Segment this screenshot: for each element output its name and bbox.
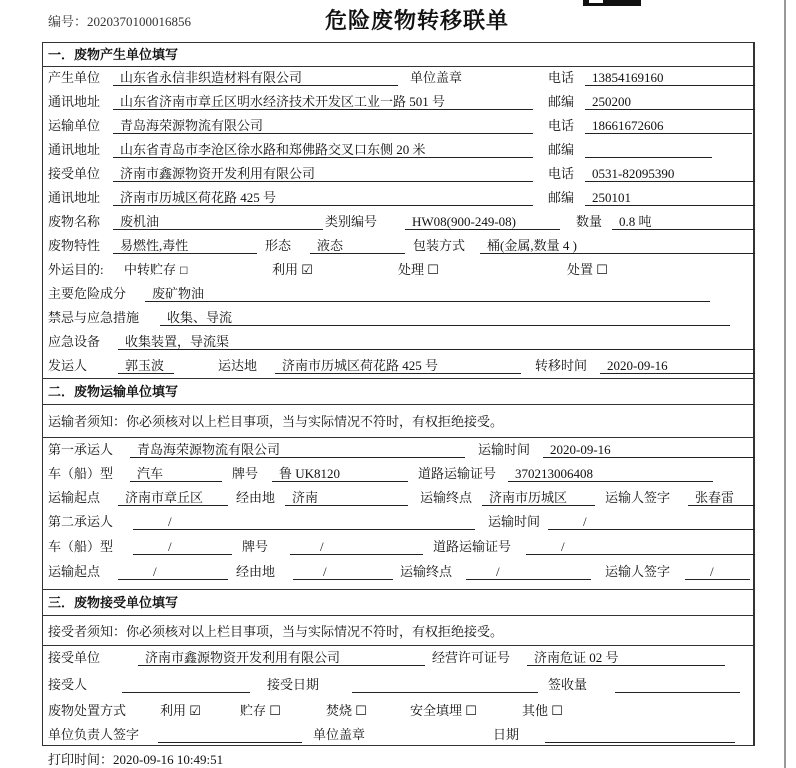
first-permit-field[interactable]: 370213006408 bbox=[508, 466, 713, 482]
receiving-unit-label: 接受单位 bbox=[48, 650, 101, 665]
checkbox-unchecked[interactable]: ☐ bbox=[551, 703, 563, 718]
property-label: 废物特性 bbox=[48, 238, 101, 253]
print-time bbox=[48, 752, 223, 768]
checkbox-unchecked[interactable]: ☐ bbox=[596, 262, 608, 277]
equipment-field[interactable]: 收集装置，导流渠 bbox=[118, 334, 755, 350]
zip-label: 邮编 bbox=[548, 94, 575, 109]
carrier-zip-field[interactable] bbox=[585, 142, 712, 158]
first-start-field[interactable]: 济南市章丘区 bbox=[118, 490, 228, 506]
first-via-field[interactable]: 济南 bbox=[285, 490, 408, 506]
purpose-utilize[interactable] bbox=[272, 262, 313, 278]
address-label: 通讯地址 bbox=[48, 142, 101, 157]
destination-label: 运达地 bbox=[218, 358, 258, 373]
first-carrier-field[interactable]: 青岛海荣源物流有限公司 bbox=[130, 442, 465, 458]
start-label: 运输起点 bbox=[48, 564, 101, 579]
end-label: 运输终点 bbox=[400, 564, 453, 579]
checkbox-unchecked[interactable]: ☐ bbox=[179, 266, 189, 277]
receiver-address-field[interactable]: 济南市历城区荷花路 425 号 bbox=[113, 190, 533, 206]
serial-label: 编号： bbox=[48, 14, 88, 29]
method-store[interactable] bbox=[240, 703, 281, 719]
property-field[interactable]: 易燃性,毒性 bbox=[113, 238, 257, 254]
second-plate-field[interactable]: / bbox=[290, 539, 423, 555]
receiver-label: 接受单位 bbox=[48, 166, 101, 181]
carrier-field[interactable]: 青岛海荣源物流有限公司 bbox=[113, 118, 533, 134]
first-transport-time-field[interactable]: 2020-09-16 bbox=[543, 442, 755, 458]
producer-phone-field[interactable]: 13854169160 bbox=[585, 70, 755, 86]
form-field[interactable]: 液态 bbox=[310, 238, 405, 254]
section-1-title: 一．废物产生单位填写 bbox=[48, 47, 179, 62]
second-vehicle-field[interactable]: / bbox=[133, 539, 232, 555]
divider bbox=[42, 615, 755, 616]
first-vehicle-field[interactable]: 汽车 bbox=[130, 466, 222, 482]
permit-label: 道路运输证号 bbox=[433, 539, 512, 554]
purpose-dispose[interactable] bbox=[567, 262, 608, 278]
first-carrier-label: 第一承运人 bbox=[48, 442, 114, 457]
purpose-label: 外运目的: bbox=[48, 262, 104, 277]
method-label-text: 其他 bbox=[522, 703, 549, 718]
page-title: 危险废物转移联单 bbox=[325, 9, 510, 34]
method-label: 废物处置方式 bbox=[48, 703, 127, 718]
second-start-field[interactable]: / bbox=[118, 564, 228, 580]
method-label-text: 安全填埋 bbox=[410, 703, 463, 718]
license-field[interactable]: 济南危证 02 号 bbox=[527, 650, 725, 666]
permit-label: 道路运输证号 bbox=[418, 466, 497, 481]
via-label: 经由地 bbox=[236, 490, 276, 505]
receiver-person-field[interactable] bbox=[122, 677, 250, 693]
plate-label: 牌号 bbox=[232, 466, 259, 481]
pack-field[interactable]: 桶(金属,数量 4 ) bbox=[480, 238, 755, 254]
unit-seal-label: 单位盖章 bbox=[313, 727, 366, 742]
receiver-phone-field[interactable]: 0531-82095390 bbox=[585, 166, 755, 182]
end-label: 运输终点 bbox=[420, 490, 473, 505]
method-label-text: 利用 bbox=[160, 703, 187, 718]
method-label-text: 贮存 bbox=[240, 703, 267, 718]
phone-label: 电话 bbox=[548, 166, 575, 181]
license-label: 经营许可证号 bbox=[432, 650, 511, 665]
receive-date-label: 接受日期 bbox=[267, 677, 320, 692]
receiver-notice: 接受者须知：你必须核对以上栏目事项，当与实际情况不符时，有权拒绝接受。 bbox=[48, 624, 504, 639]
head-signature-field[interactable] bbox=[158, 727, 302, 743]
second-transport-time-field[interactable]: / bbox=[548, 514, 755, 530]
signature-label: 运输人签字 bbox=[605, 564, 671, 579]
checkbox-unchecked[interactable]: ☐ bbox=[355, 703, 367, 718]
carrier-phone-field[interactable]: 18661672606 bbox=[585, 118, 752, 134]
date-label: 日期 bbox=[493, 727, 520, 742]
first-signature-field[interactable]: 张春雷 bbox=[688, 490, 755, 506]
section-3-title: 三．废物接受单位填写 bbox=[48, 595, 179, 610]
method-other[interactable] bbox=[522, 703, 563, 719]
method-label-text: 焚烧 bbox=[326, 703, 353, 718]
taboo-label: 禁忌与应急措施 bbox=[48, 310, 140, 325]
category-field[interactable]: HW08(900-249-08) bbox=[405, 214, 560, 230]
via-label: 经由地 bbox=[236, 564, 276, 579]
amount-label: 签收量 bbox=[548, 677, 588, 692]
purpose-treat[interactable] bbox=[398, 262, 439, 278]
plate-label: 牌号 bbox=[242, 539, 269, 554]
second-via-field[interactable]: / bbox=[293, 564, 393, 580]
purpose-label-text: 中转贮存 bbox=[124, 262, 177, 277]
form-label: 形态 bbox=[265, 238, 292, 253]
divider bbox=[42, 66, 755, 67]
shipper-field[interactable]: 郭玉波 bbox=[118, 358, 174, 374]
amount-field[interactable] bbox=[615, 677, 740, 693]
vehicle-label: 车（船）型 bbox=[48, 539, 114, 554]
checkbox-unchecked[interactable]: ☐ bbox=[465, 703, 477, 718]
purpose-transfer-storage[interactable] bbox=[124, 262, 188, 280]
print-time-value: 2020-09-16 10:49:51 bbox=[113, 752, 224, 767]
receiving-unit-field[interactable]: 济南市鑫源物资开发利用有限公司 bbox=[138, 650, 425, 666]
equipment-label: 应急设备 bbox=[48, 334, 101, 349]
checkbox-unchecked[interactable]: ☐ bbox=[269, 703, 281, 718]
transport-time-label: 运输时间 bbox=[488, 514, 541, 529]
producer-zip-field[interactable]: 250200 bbox=[585, 94, 755, 110]
vehicle-label: 车（船）型 bbox=[48, 466, 114, 481]
divider bbox=[42, 378, 755, 379]
producer-field[interactable]: 山东省永信非织造材料有限公司 bbox=[113, 70, 398, 86]
waste-name-field[interactable]: 废机油 bbox=[113, 214, 323, 230]
serial-value: 2020370100016856 bbox=[87, 14, 192, 29]
pack-label: 包装方式 bbox=[413, 238, 466, 253]
transport-time-label: 运输时间 bbox=[478, 442, 531, 457]
first-plate-field[interactable]: 鲁 UK8120 bbox=[272, 466, 408, 482]
seal-label: 单位盖章 bbox=[410, 70, 463, 85]
method-utilize[interactable] bbox=[160, 703, 201, 719]
quantity-label: 数量 bbox=[576, 214, 603, 229]
qr-code-fragment bbox=[583, 0, 641, 6]
second-permit-field[interactable]: / bbox=[526, 539, 755, 555]
carrier-address-field[interactable]: 山东省青岛市李沧区徐水路和郑佛路交叉口东侧 20 米 bbox=[113, 142, 533, 158]
divider bbox=[42, 437, 755, 438]
start-label: 运输起点 bbox=[48, 490, 101, 505]
transfer-time-field[interactable]: 2020-09-16 bbox=[600, 358, 755, 374]
purpose-label-text: 处置 bbox=[567, 262, 594, 277]
zip-label: 邮编 bbox=[548, 190, 575, 205]
hazard-label: 主要危险成分 bbox=[48, 286, 127, 301]
divider bbox=[42, 404, 755, 405]
first-end-field[interactable]: 济南市历城区 bbox=[482, 490, 595, 506]
second-signature-field[interactable]: / bbox=[685, 564, 750, 580]
receive-date-field[interactable] bbox=[352, 677, 538, 693]
date-field[interactable] bbox=[545, 727, 735, 743]
producer-label: 产生单位 bbox=[48, 70, 101, 85]
address-label: 通讯地址 bbox=[48, 94, 101, 109]
section-2-title: 二．废物运输单位填写 bbox=[48, 384, 179, 399]
signature-label: 运输人签字 bbox=[605, 490, 671, 505]
phone-label: 电话 bbox=[548, 70, 575, 85]
head-signature-label: 单位负责人签字 bbox=[48, 727, 140, 742]
print-time-label: 打印时间： bbox=[48, 752, 114, 767]
checkbox-checked[interactable]: ☑ bbox=[301, 262, 313, 277]
divider bbox=[42, 645, 755, 646]
second-carrier-field[interactable]: / bbox=[133, 514, 475, 530]
zip-label: 邮编 bbox=[548, 142, 575, 157]
second-end-field[interactable]: / bbox=[466, 564, 591, 580]
purpose-label-text: 处理 bbox=[398, 262, 425, 277]
transfer-time-label: 转移时间 bbox=[535, 358, 588, 373]
receiver-zip-field[interactable]: 250101 bbox=[585, 190, 755, 206]
checkbox-checked[interactable]: ☑ bbox=[189, 703, 201, 718]
producer-address-field[interactable]: 山东省济南市章丘区明水经济技术开发区工业一路 501 号 bbox=[113, 94, 533, 110]
method-landfill[interactable] bbox=[410, 703, 477, 719]
method-incinerate[interactable] bbox=[326, 703, 367, 719]
divider bbox=[42, 589, 755, 590]
scrollbar[interactable] bbox=[784, 0, 786, 768]
receiver-field[interactable]: 济南市鑫源物资开发利用有限公司 bbox=[113, 166, 533, 182]
phone-label: 电话 bbox=[548, 118, 575, 133]
destination-field[interactable]: 济南市历城区荷花路 425 号 bbox=[275, 358, 521, 374]
purpose-label-text: 利用 bbox=[272, 262, 299, 277]
receiver-person-label: 接受人 bbox=[48, 677, 88, 692]
quantity-field[interactable]: 0.8 吨 bbox=[612, 214, 755, 230]
taboo-field[interactable]: 收集、导流 bbox=[160, 310, 730, 326]
serial-number bbox=[48, 14, 191, 30]
carrier-notice: 运输者须知：你必须核对以上栏目事项，当与实际情况不符时，有权拒绝接受。 bbox=[48, 414, 504, 429]
carrier-label: 运输单位 bbox=[48, 118, 101, 133]
waste-name-label: 废物名称 bbox=[48, 214, 101, 229]
category-label: 类别编号 bbox=[325, 214, 378, 229]
address-label: 通讯地址 bbox=[48, 190, 101, 205]
shipper-label: 发运人 bbox=[48, 358, 88, 373]
hazard-field[interactable]: 废矿物油 bbox=[145, 286, 710, 302]
second-carrier-label: 第二承运人 bbox=[48, 514, 114, 529]
checkbox-unchecked[interactable]: ☐ bbox=[427, 262, 439, 277]
